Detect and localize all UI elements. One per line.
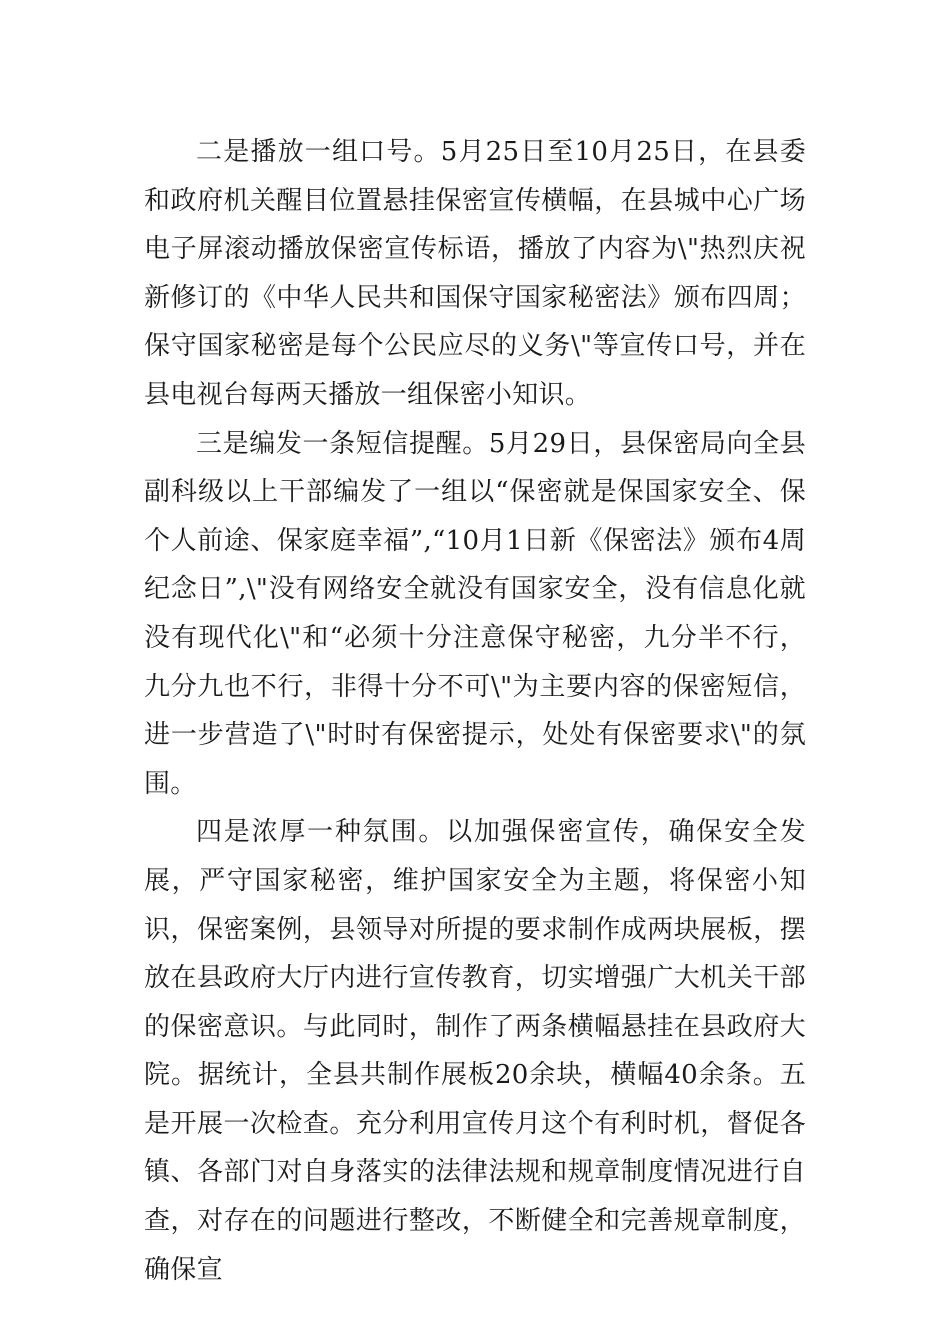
paragraph-sms-reminder: 三是编发一条短信提醒。5月29日，县保密局向全县副科级以上干部编发了一组以“保密就是保国家安全、保个人前途、保家庭幸福”,“10月1日新《保密法》颁布4周纪念日”,\"没有网络安全就没有国家安全，没有信息化就没有现代化\"和“必须十分注意保守秘密，九分半不行，九分九也不行，非得十分不可\"为主要内容的保密短信，进一步营造了\"时时有保密提示，处处有保密要求\"的氛围。 (144, 428, 806, 799)
paragraph-slogans: 二是播放一组口号。5月25日至10月25日，在县委和政府机关醒目位置悬挂保密宣传横幅，在县城中心广场电子屏滚动播放保密宣传标语，播放了内容为\"热烈庆祝新修订的《中华人民共和国保守国家秘密法》颁布四周；保守国家秘密是每个公民应尽的义务\"等宣传口号，并在县电视台每两天播放一组保密小知识。 (144, 137, 806, 410)
document-body (144, 128, 806, 1294)
paragraph-atmosphere: 四是浓厚一种氛围。以加强保密宣传，确保安全发展，严守国家秘密，维护国家安全为主题，将保密小知识，保密案例，县领导对所提的要求制作成两块展板，摆放在县政府大厅内进行宣传教育，切实增强广大机关干部的保密意识。与此同时，制作了两条横幅悬挂在县政府大院。据统计，全县共制作展板20余块，横幅40余条。五是开展一次检查。充分利用宣传月这个有利时机，督促各镇、各部门对自身落实的法律法规和规章制度情况进行自查，对存在的问题进行整改，不断健全和完善规章制度，确保宣 (144, 817, 806, 1285)
